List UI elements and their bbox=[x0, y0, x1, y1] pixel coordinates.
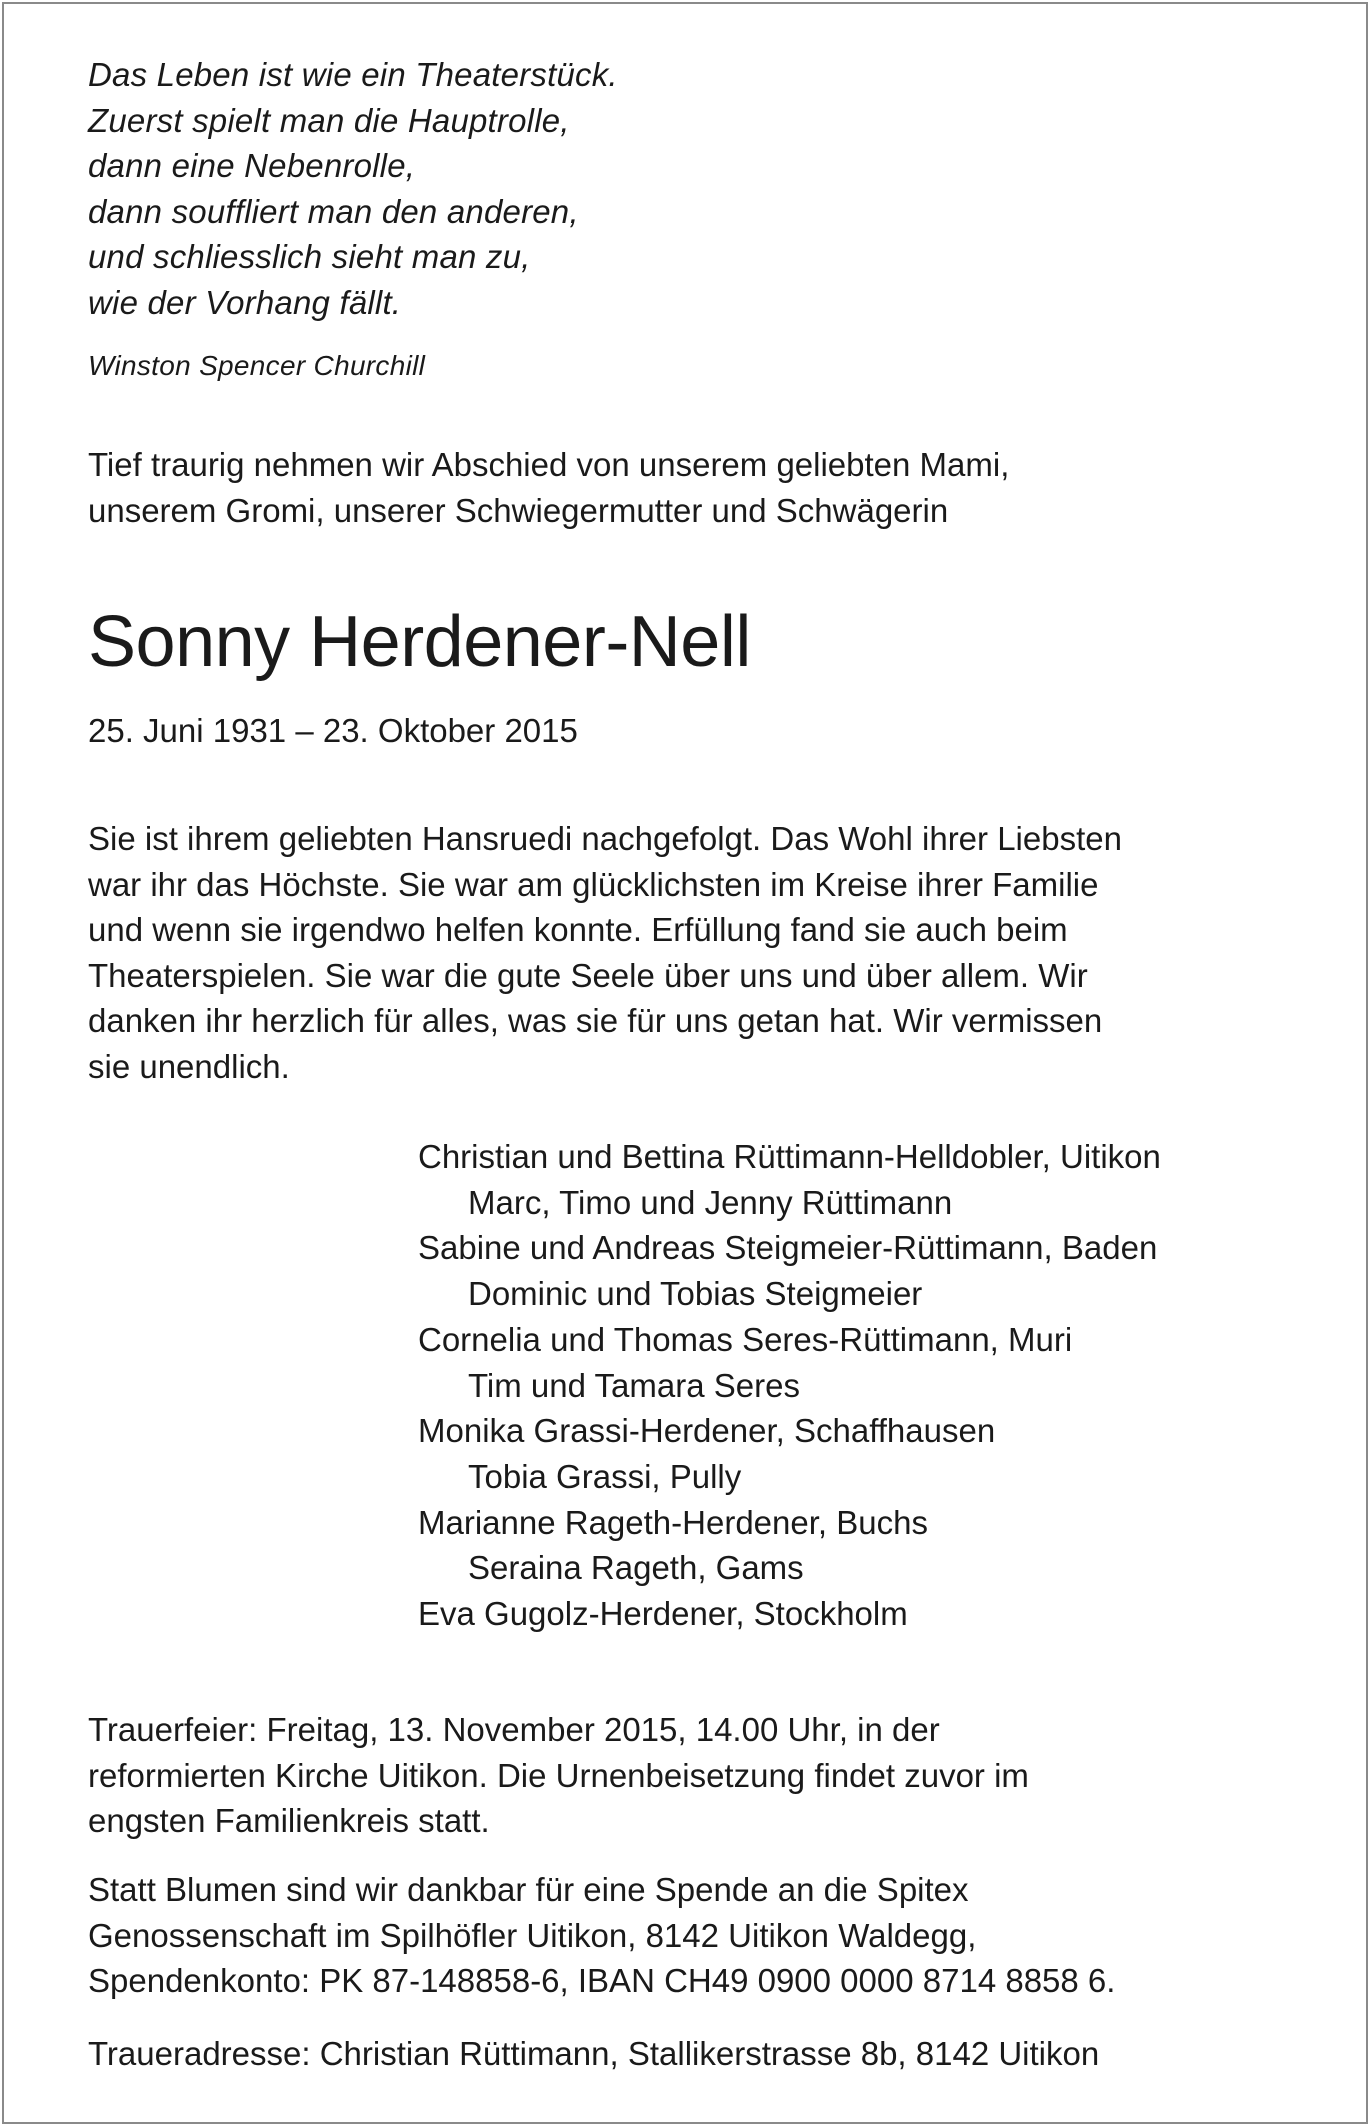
family-grandchildren: Seraina Rageth, Gams bbox=[468, 1549, 804, 1587]
tribute-line: Sie ist ihrem geliebten Hansruedi nachgefolgt. Das Wohl ihrer Liebsten bbox=[88, 820, 1122, 857]
quote-block bbox=[88, 52, 618, 325]
family-member: Monika Grassi-Herdener, Schaffhausen bbox=[418, 1412, 996, 1450]
mourning-address: Traueradresse: Christian Rüttimann, Stallikerstrasse 8b, 8142 Uitikon bbox=[88, 2035, 1100, 2072]
family-grandchildren: Dominic und Tobias Steigmeier bbox=[468, 1275, 923, 1313]
donation-line: Spendenkonto: PK 87-148858-6, IBAN CH49 0900 0000 8714 8858 6. bbox=[88, 1962, 1116, 2000]
tribute-line: Theaterspielen. Sie war die gute Seele über uns und über allem. Wir bbox=[88, 956, 1088, 994]
quote-line: dann eine Nebenrolle, bbox=[88, 147, 416, 184]
ceremony-line: reformierten Kirche Uitikon. Die Urnenbeisetzung findet zuvor im bbox=[88, 1756, 1029, 1794]
tribute-text bbox=[88, 816, 1122, 1090]
family-list bbox=[418, 1134, 1161, 1637]
quote-line: wie der Vorhang fällt. bbox=[88, 283, 402, 321]
intro-text bbox=[88, 442, 1009, 534]
family-grandchildren: Tim und Tamara Seres bbox=[468, 1366, 800, 1404]
intro-line: unserem Gromi, unserer Schwiegermutter und Schwägerin bbox=[88, 492, 949, 529]
tribute-line: danken ihr herzlich für alles, was sie für uns getan hat. Wir vermissen bbox=[88, 1002, 1103, 1040]
ceremony-line: engsten Familienkreis statt. bbox=[88, 1802, 490, 1840]
donation-info bbox=[88, 1867, 1115, 2004]
family-grandchildren: Marc, Timo und Jenny Rüttimann bbox=[468, 1183, 953, 1221]
donation-line: Statt Blumen sind wir dankbar für eine Spende an die Spitex bbox=[88, 1871, 969, 1908]
family-member: Sabine und Andreas Steigmeier-Rüttimann, Baden bbox=[418, 1229, 1158, 1267]
family-grandchildren: Tobia Grassi, Pully bbox=[468, 1457, 742, 1495]
family-member: Cornelia und Thomas Seres-Rüttimann, Muri bbox=[418, 1320, 1073, 1358]
family-member: Christian und Bettina Rüttimann-Helldobler, Uitikon bbox=[418, 1138, 1161, 1175]
quote-line: Zuerst spielt man die Hauptrolle, bbox=[88, 101, 570, 139]
quote-line: Das Leben ist wie ein Theaterstück. bbox=[88, 56, 618, 93]
deceased-name: Sonny Herdener-Nell bbox=[88, 602, 751, 682]
ceremony-line: Trauerfeier: Freitag, 13. November 2015, 14.00 Uhr, in der bbox=[88, 1711, 940, 1748]
donation-line: Genossenschaft im Spilhöfler Uitikon, 8142 Uitikon Waldegg, bbox=[88, 1916, 977, 1954]
quote-line: dann souffliert man den anderen, bbox=[88, 192, 579, 230]
tribute-line: und wenn sie irgendwo helfen konnte. Erfüllung fand sie auch beim bbox=[88, 911, 1068, 949]
intro-line: Tief traurig nehmen wir Abschied von unserem geliebten Mami, bbox=[88, 446, 1010, 483]
ceremony-info bbox=[88, 1707, 1029, 1844]
tribute-line: war ihr das Höchste. Sie war am glücklichsten im Kreise ihrer Familie bbox=[88, 865, 1099, 903]
family-member: Marianne Rageth-Herdener, Buchs bbox=[418, 1503, 928, 1541]
tribute-line: sie unendlich. bbox=[88, 1047, 290, 1085]
family-member: Eva Gugolz-Herdener, Stockholm bbox=[418, 1595, 908, 1633]
quote-author: Winston Spencer Churchill bbox=[88, 350, 426, 381]
quote-line: und schliesslich sieht man zu, bbox=[88, 238, 531, 275]
life-dates: 25. Juni 1931 – 23. Oktober 2015 bbox=[88, 712, 578, 749]
